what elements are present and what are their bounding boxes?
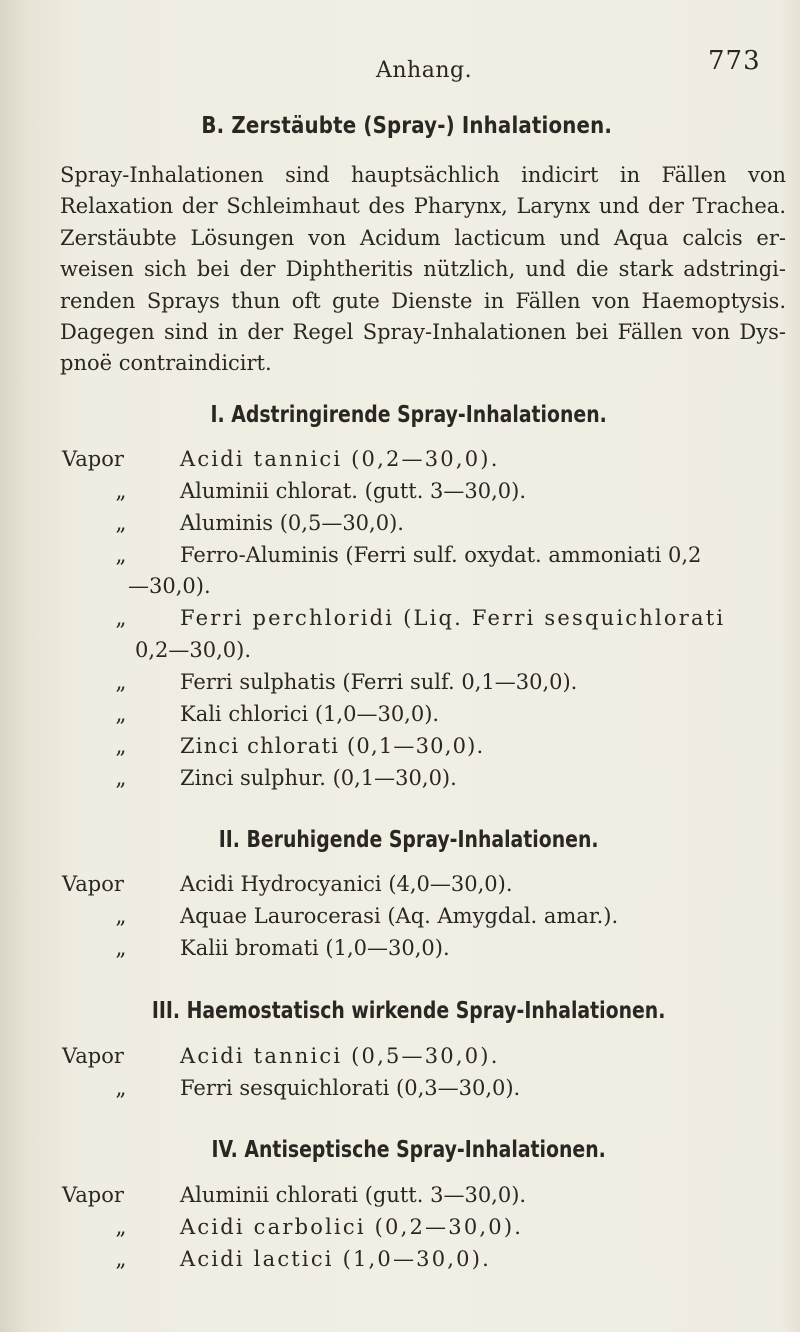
entry-continuation: —30,0). [128,574,211,598]
intro-line: weisen sich bei der Diphtheritis nützlich, und die stark adstringi- [60,257,786,282]
ditto-mark: „ [115,606,127,630]
entry-text: Aluminii chlorat. (gutt. 3—30,0). [180,479,527,503]
ditto-mark: „ [115,1076,127,1100]
intro-line: Spray-Inhalationen sind hauptsächlich indicirt in Fällen von [60,163,786,187]
entry-text: Ferri perchloridi (Liq. Ferri sesquichlorati [180,606,726,630]
entry-lead: Vapor [62,447,124,471]
section-heading: B. Zerstäubte (Spray-) Inhalationen. [201,113,613,139]
entry-text: Kali chlorici (1,0—30,0). [180,702,440,726]
entry-text: Ferri sesquichlorati (0,3—30,0). [180,1076,521,1100]
entry-continuation: 0,2—30,0). [135,638,252,662]
ditto-mark: „ [115,479,127,503]
group-heading: III. Haemostatisch wirkende Spray-Inhalationen. [151,998,666,1024]
entry-text: Zinci sulphur. (0,1—30,0). [180,766,457,790]
group-heading: IV. Antiseptische Spray-Inhalationen. [211,1137,606,1163]
intro-line: Zerstäubte Lösungen von Acidum lacticum und Aqua calcis er- [60,225,786,250]
entry-lead: Vapor [62,1183,124,1207]
ditto-mark: „ [115,511,127,535]
entry-text: Aluminii chlorati (gutt. 3—30,0). [180,1183,527,1207]
entry-text: Aquae Laurocerasi (Aq. Amygdal. amar.). [180,904,619,928]
ditto-mark: „ [115,543,127,567]
group-heading: I. Adstringirende Spray-Inhalationen. [210,402,607,428]
ditto-mark: „ [115,734,127,758]
intro-paragraph [60,160,786,380]
entry-text: Acidi tannici (0,5—30,0). [180,1044,500,1068]
group-heading: II. Beruhigende Spray-Inhalationen. [218,827,599,853]
ditto-mark: „ [115,766,127,790]
entry-text: Acidi carbolici (0,2—30,0). [180,1215,524,1239]
entry-text: Zinci chlorati (0,1—30,0). [180,734,485,758]
ditto-mark: „ [115,702,127,726]
entry-text: Ferro-Aluminis (Ferri sulf. oxydat. ammoniati 0,2 [180,543,702,567]
ditto-mark: „ [115,904,127,928]
ditto-mark: „ [115,1247,127,1271]
running-head: Anhang. [376,58,473,83]
intro-line: Relaxation der Schleimhaut des Pharynx, Larynx und der Trachea. [60,194,786,219]
entry-text: Kalii bromati (1,0—30,0). [180,936,450,960]
page-number: 773 [708,46,761,76]
ditto-mark: „ [115,670,127,694]
intro-line: pnoë contraindicirt. [60,351,272,376]
entry-text: Acidi tannici (0,2—30,0). [180,447,500,471]
entry-text: Aluminis (0,5—30,0). [180,511,404,535]
intro-line: renden Sprays thun oft gute Dienste in Fällen von Haemoptysis. [60,288,786,313]
entry-text: Ferri sulphatis (Ferri sulf. 0,1—30,0). [180,670,578,694]
ditto-mark: „ [115,1215,127,1239]
entry-text: Acidi lactici (1,0—30,0). [180,1247,491,1271]
entry-text: Acidi Hydrocyanici (4,0—30,0). [180,872,513,896]
ditto-mark: „ [115,936,127,960]
entry-lead: Vapor [62,872,124,896]
entry-lead: Vapor [62,1044,124,1068]
intro-line: Dagegen sind in der Regel Spray-Inhalationen bei Fällen von Dys- [60,320,786,345]
